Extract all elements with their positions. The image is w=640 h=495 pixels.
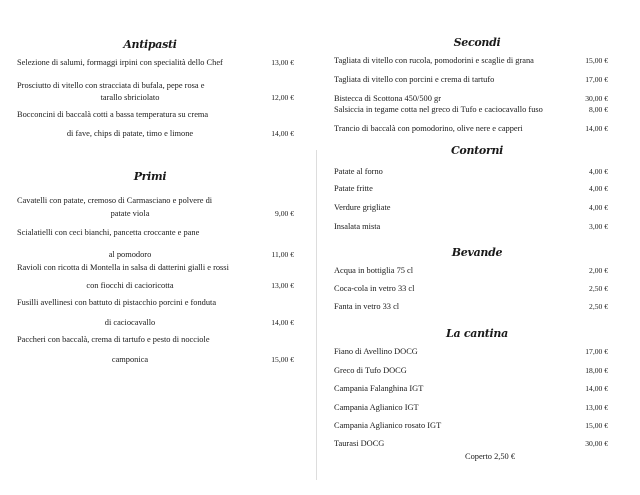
menu-item-price: 4,00 €	[589, 184, 608, 193]
menu-item-price: 15,00 €	[585, 421, 608, 430]
menu-item-price: 13,00 €	[585, 403, 608, 412]
menu-item-price: 30,00 €	[585, 439, 608, 448]
coperto-note: Coperto 2,50 €	[464, 452, 516, 461]
menu-item-price: 14,00 €	[585, 384, 608, 393]
menu-item-price: 8,00 €	[589, 105, 608, 114]
menu-item-name: Taurasi DOCG	[334, 439, 385, 448]
menu-item-name: Selezione di salumi, formaggi irpini con specialità dello Chef	[17, 58, 223, 67]
menu-item-description: patate viola	[110, 209, 150, 218]
menu-item-price: 3,00 €	[589, 222, 608, 231]
menu-item-name: Cavatelli con patate, cremoso di Carmasciano e polvere di	[17, 196, 213, 205]
section-title: Secondi	[453, 36, 501, 49]
section-title: Contorni	[450, 144, 504, 157]
menu-item-name: Insalata mista	[334, 222, 381, 231]
menu-item-name: Scialatielli con ceci bianchi, pancetta croccante e pane	[17, 228, 200, 237]
section-title: La cantina	[446, 327, 508, 340]
menu-item-name: Salsiccia in tegame cotta nel greco di Tufo e caciocavallo fuso	[334, 105, 543, 114]
menu-item-name: Campania Falanghina IGT	[334, 384, 424, 393]
menu-item-name: Prosciutto di vitello con stracciata di bufala, pepe rosa e	[17, 81, 205, 90]
menu-item-price: 15,00 €	[585, 56, 608, 65]
menu-item-price: 18,00 €	[585, 366, 608, 375]
menu-item-description: di caciocavallo	[104, 318, 156, 327]
section-title: Bevande	[451, 246, 503, 259]
menu-item-name: Verdure grigliate	[334, 203, 391, 212]
menu-item-name: Fanta in vetro 33 cl	[334, 302, 400, 311]
menu-item-price: 13,00 €	[271, 281, 294, 290]
menu-item-price: 14,00 €	[271, 129, 294, 138]
menu-item-price: 9,00 €	[275, 209, 294, 218]
section-title: Primi	[133, 170, 167, 183]
menu-item-name: Patate fritte	[334, 184, 373, 193]
menu-item-name: Campania Aglianico rosato IGT	[334, 421, 442, 430]
menu-item-name: Tagliata di vitello con rucola, pomodorini e scaglie di grana	[334, 56, 534, 65]
menu-item-price: 15,00 €	[271, 355, 294, 364]
menu-item-name: Patate al forno	[334, 167, 383, 176]
menu-item-price: 14,00 €	[585, 124, 608, 133]
menu-item-name: Fiano di Avellino DOCG	[334, 347, 418, 356]
menu-item-description: di fave, chips di patate, timo e limone	[66, 129, 194, 138]
menu-item-name: Ravioli con ricotta di Montella in salsa di datterini gialli e rossi	[17, 263, 229, 272]
menu-item-price: 30,00 €	[585, 94, 608, 103]
menu-item-name: Bistecca di Scottona 450/500 gr	[334, 94, 441, 103]
menu-item-description: camponica	[111, 355, 149, 364]
menu-item-price: 2,50 €	[589, 284, 608, 293]
menu-item-price: 12,00 €	[271, 93, 294, 102]
menu-item-price: 11,00 €	[271, 250, 294, 259]
menu-item-name: Campania Aglianico IGT	[334, 403, 419, 412]
menu-item-price: 4,00 €	[589, 167, 608, 176]
section-title: Antipasti	[123, 38, 177, 51]
menu-item-name: Tagliata di vitello con porcini e crema di tartufo	[334, 75, 495, 84]
menu-item-description: tarallo sbriciolato	[100, 93, 160, 102]
menu-item-name: Paccheri con baccalà, crema di tartufo e pesto di nocciole	[17, 335, 210, 344]
menu-item-name: Bocconcini di baccalà cotti a bassa temperatura su crema	[17, 110, 209, 119]
menu-item-price: 2,50 €	[589, 302, 608, 311]
menu-item-price: 4,00 €	[589, 203, 608, 212]
menu-item-name: Trancio di baccalà con pomodorino, olive nere e capperi	[334, 124, 523, 133]
menu-item-price: 13,00 €	[271, 58, 294, 67]
menu-item-name: Coca-cola in vetro 33 cl	[334, 284, 415, 293]
menu-item-description: al pomodoro	[108, 250, 152, 259]
menu-item-name: Greco di Tufo DOCG	[334, 366, 407, 375]
menu-item-price: 17,00 €	[585, 75, 608, 84]
menu-item-description: con fiocchi di cacioricotta	[86, 281, 174, 290]
column-divider	[316, 150, 317, 480]
menu-item-price: 14,00 €	[271, 318, 294, 327]
menu-item-name: Acqua in bottiglia 75 cl	[334, 266, 414, 275]
menu-item-price: 17,00 €	[585, 347, 608, 356]
menu-item-price: 2,00 €	[589, 266, 608, 275]
menu-item-name: Fusilli avellinesi con battuto di pistacchio porcini e fonduta	[17, 298, 217, 307]
